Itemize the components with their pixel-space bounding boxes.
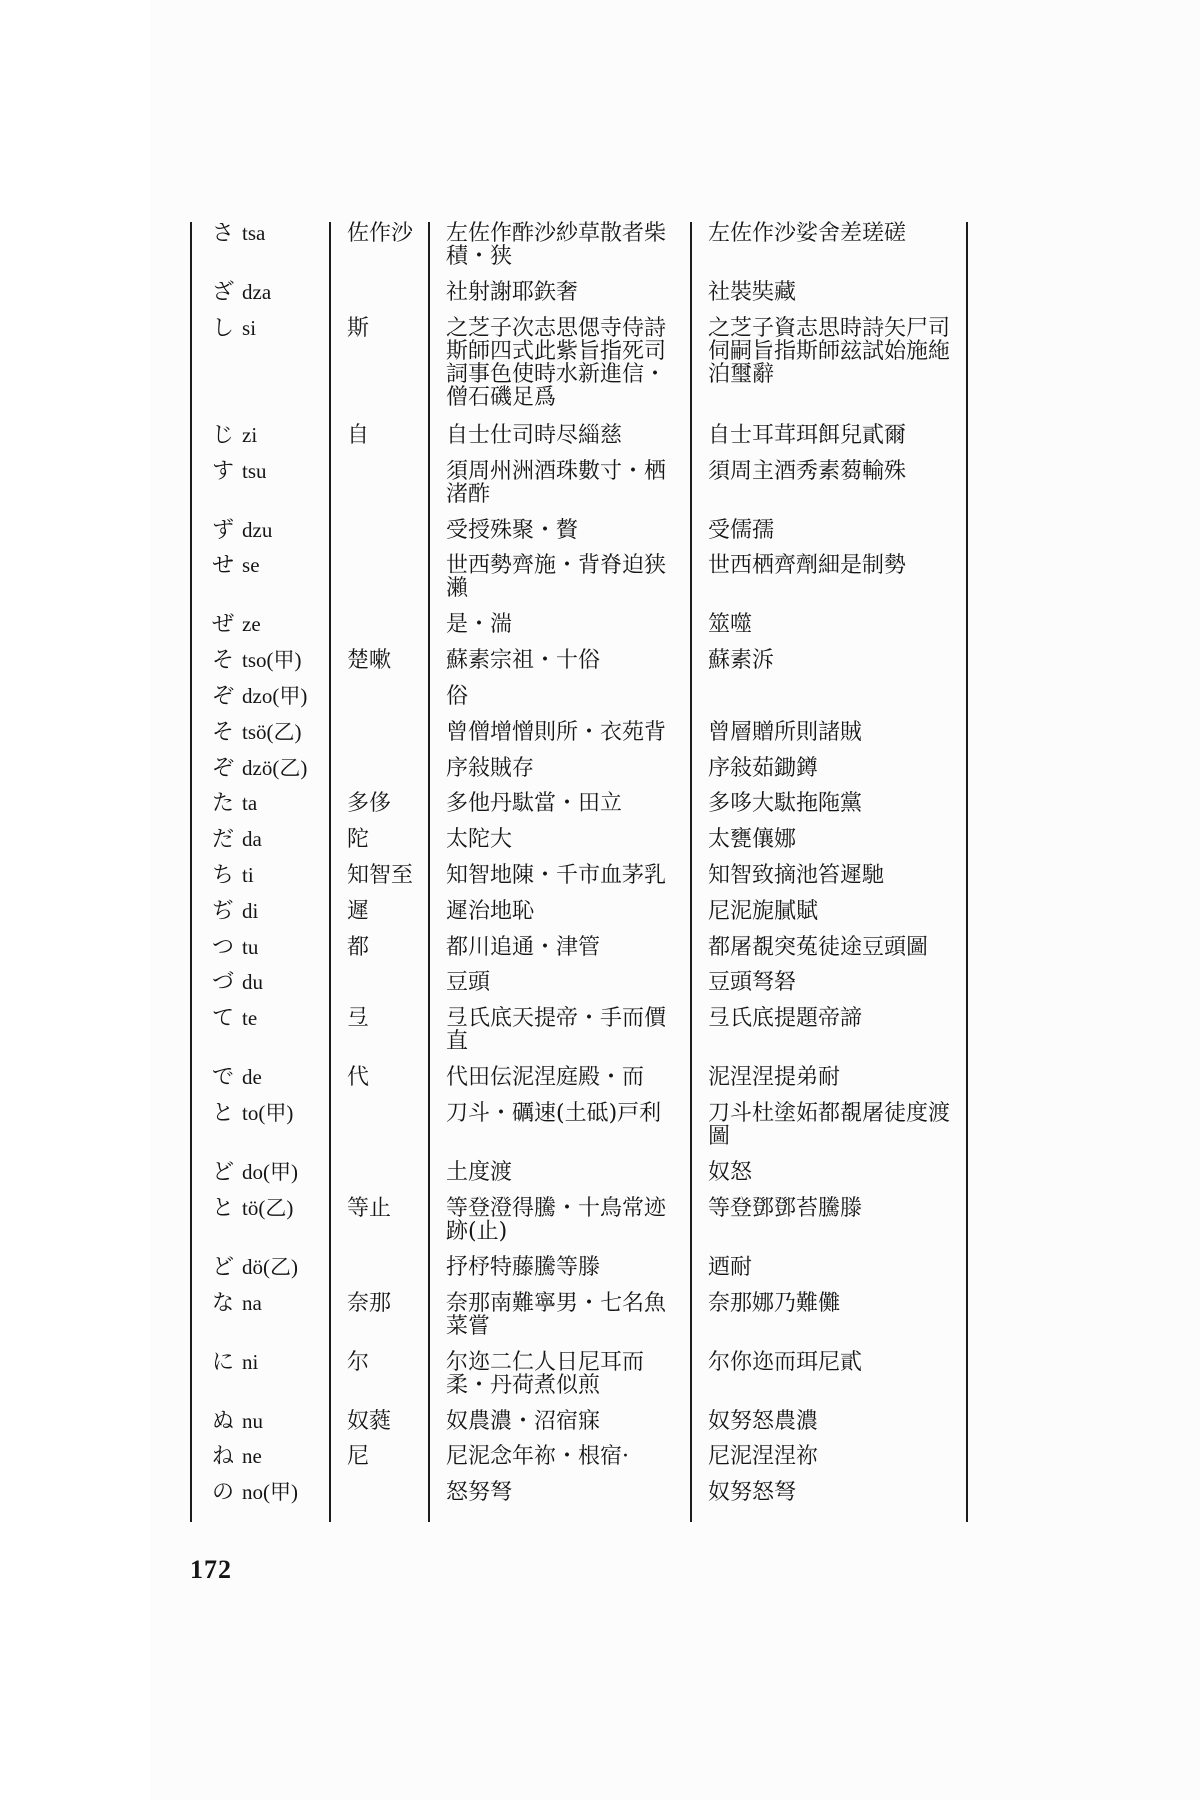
col3-cell: 須周州洲酒珠數寸・栖渚酢 <box>446 458 667 507</box>
table-row <box>190 1292 968 1351</box>
syllable-cell <box>190 1445 329 1481</box>
col2-cell: 等止 <box>347 1195 392 1221</box>
col2-cell: 遲 <box>347 898 370 924</box>
col2-cell: 多侈 <box>347 791 392 817</box>
table-row <box>190 222 968 281</box>
col3-cell: 抒杼特藤騰等滕 <box>446 1254 601 1280</box>
syllable-cell <box>190 1292 329 1351</box>
syllable-cell <box>190 1351 329 1410</box>
table-row <box>190 757 968 793</box>
kana-char: と <box>212 1100 235 1126</box>
col2-cell <box>329 281 428 317</box>
col2-cell: 都 <box>347 934 370 960</box>
syllable-cell <box>190 317 329 424</box>
col4-cell: 蘇素泝 <box>708 648 775 674</box>
col2-cell: 尔 <box>347 1349 370 1375</box>
romanization: si <box>242 315 257 340</box>
syllable-cell <box>190 900 329 936</box>
syllable-cell <box>190 222 329 281</box>
col2-cell: 奈那 <box>347 1290 392 1316</box>
col3-cell: 遲治地恥 <box>446 898 535 924</box>
kana-char: ぬ <box>212 1408 235 1434</box>
romanization: tso(甲) <box>242 648 302 673</box>
syllable-cell <box>190 721 329 757</box>
table-row <box>190 1161 968 1197</box>
table-row <box>190 424 968 460</box>
col4-cell: 迺耐 <box>708 1254 753 1280</box>
kana-char: し <box>212 315 235 341</box>
kana-char: ぜ <box>212 612 235 638</box>
col3-cell: 是・湍 <box>446 612 513 638</box>
page-number: 172 <box>190 1555 232 1584</box>
col2-cell: 知智至 <box>347 862 414 888</box>
kana-char: づ <box>212 970 235 996</box>
romanization: dza <box>242 280 272 304</box>
table-row <box>190 281 968 317</box>
syllable-cell <box>190 424 329 460</box>
table-row <box>190 792 968 828</box>
syllable-cell <box>190 460 329 519</box>
table-row <box>190 1351 968 1410</box>
table-row <box>190 721 968 757</box>
col4-cell: 社裝奘藏 <box>708 280 797 305</box>
syllable-cell <box>190 1256 329 1292</box>
col3-cell: 俗 <box>446 683 469 709</box>
romanization: ze <box>242 612 261 637</box>
kana-char: ぞ <box>212 755 235 781</box>
romanization: zi <box>242 422 258 447</box>
col2-cell: 楚嗽 <box>347 648 392 674</box>
romanization: do(甲) <box>242 1159 299 1184</box>
col2-cell <box>329 685 428 721</box>
syllable-cell <box>190 1161 329 1197</box>
kana-char: だ <box>212 827 235 853</box>
table-row <box>190 460 968 519</box>
col4-cell: 弖氏底提題帝諦 <box>708 1006 863 1032</box>
romanization: du <box>242 970 264 995</box>
col2-cell <box>329 519 428 555</box>
col2-cell <box>329 1102 428 1161</box>
kana-char: ど <box>212 1254 235 1280</box>
col4-cell <box>690 685 968 721</box>
table-row <box>190 900 968 936</box>
col3-cell: 受授殊聚・贅 <box>446 517 579 543</box>
table-row <box>190 317 968 424</box>
romanization: tö(乙) <box>242 1195 294 1220</box>
col2-cell: 尼 <box>347 1444 370 1470</box>
syllable-cell <box>190 685 329 721</box>
romanization: ne <box>242 1444 262 1469</box>
col4-cell: 世西栖齊劑細是制勢 <box>708 553 907 579</box>
col2-cell: 斯 <box>347 315 370 341</box>
col3-cell: 等登澄得騰・十鳥常迹跡(止) <box>446 1195 667 1244</box>
col4-cell: 曾層贈所則諸賊 <box>708 719 863 745</box>
col3-cell: 社射謝耶鉃奢 <box>446 280 579 305</box>
kana-char: つ <box>212 934 235 960</box>
col4-cell: 奴努怒弩 <box>708 1480 797 1506</box>
col2-cell <box>329 460 428 519</box>
romanization: de <box>242 1065 262 1090</box>
col4-cell: 受儒孺 <box>708 517 775 543</box>
syllable-cell <box>190 1066 329 1102</box>
col2-cell <box>329 1481 428 1517</box>
col3-cell: 豆頭 <box>446 970 491 996</box>
kana-char: ど <box>212 1159 235 1185</box>
col2-cell: 陀 <box>347 827 370 853</box>
syllable-cell <box>190 792 329 828</box>
col4-cell: 序敍茹鋤鐏 <box>708 755 819 781</box>
syllable-cell <box>190 1197 329 1256</box>
col3-cell: 土度渡 <box>446 1159 513 1185</box>
col4-cell: 奴努怒農濃 <box>708 1408 819 1434</box>
kana-char: ね <box>212 1444 235 1470</box>
romanization: se <box>242 553 260 578</box>
col4-cell: 左佐作沙娑舍差瑳磋 <box>708 221 907 246</box>
col3-cell: 弖氏底天提帝・手而價直 <box>446 1006 667 1055</box>
kana-char: せ <box>212 553 235 579</box>
col2-cell <box>329 1256 428 1292</box>
col4-cell: 尼泥涅涅祢 <box>708 1444 819 1470</box>
table-row <box>190 649 968 685</box>
kana-char: す <box>212 458 235 484</box>
col3-cell: 世西勢齊施・背脊迫狭瀨 <box>446 553 667 602</box>
col3-cell: 蘇素宗祖・十俗 <box>446 648 601 674</box>
col4-cell: 泥涅涅提弟耐 <box>708 1065 841 1091</box>
col2-cell <box>329 1161 428 1197</box>
col2-cell: 佐作沙 <box>347 221 414 246</box>
col4-cell: 等登鄧鄧苔騰滕 <box>708 1195 863 1221</box>
col4-cell: 刀斗杜塗妬都覩屠徒度渡圖 <box>708 1100 951 1149</box>
syllable-cell <box>190 1410 329 1446</box>
col2-cell <box>329 554 428 613</box>
table-row <box>190 1066 968 1102</box>
table-row <box>190 936 968 972</box>
col4-cell: 之芝子資志思時詩矢尸司伺嗣旨指斯師玆試始施絁泊璽辭 <box>708 315 951 387</box>
table-row <box>190 1007 968 1066</box>
col4-cell: 奴怒 <box>708 1159 753 1185</box>
kana-char: で <box>212 1065 235 1091</box>
romanization: to(甲) <box>242 1100 294 1125</box>
kana-char: た <box>212 791 235 817</box>
romanization: tu <box>242 934 259 959</box>
kana-char: ぢ <box>212 898 235 924</box>
syllable-cell <box>190 1102 329 1161</box>
col4-cell: 須周主酒秀素蒭輸殊 <box>708 458 907 484</box>
table-row <box>190 1445 968 1481</box>
kana-char: さ <box>212 221 235 246</box>
col3-cell: 代田伝泥涅庭殿・而 <box>446 1065 645 1091</box>
table-row <box>190 1481 968 1517</box>
phonogram-table <box>190 222 968 1522</box>
table-row <box>190 971 968 1007</box>
syllable-cell <box>190 757 329 793</box>
table-row <box>190 554 968 613</box>
col4-cell: 自士耳茸珥餌兒貳爾 <box>708 422 907 448</box>
kana-char: ず <box>212 517 235 543</box>
col3-cell: 刀斗・礪速(土砥)戸利 <box>446 1100 662 1126</box>
col4-cell: 都屠覩突菟徒途豆頭圖 <box>708 934 929 960</box>
col2-cell <box>329 757 428 793</box>
romanization: na <box>242 1290 262 1315</box>
romanization: dzö(乙) <box>242 755 308 780</box>
romanization: ti <box>242 862 254 887</box>
table-row <box>190 1102 968 1161</box>
table-row <box>190 828 968 864</box>
kana-char: に <box>212 1349 235 1375</box>
col3-cell: 怒努弩 <box>446 1480 513 1506</box>
kana-char: ち <box>212 862 235 888</box>
romanization: ni <box>242 1349 259 1374</box>
col3-cell: 多他丹駄當・田立 <box>446 791 623 817</box>
col3-cell: 曾僧增憎則所・衣苑背 <box>446 719 667 745</box>
col3-cell: 尔迩二仁人日尼耳而柔・丹荷煮似煎 <box>446 1349 645 1398</box>
romanization: di <box>242 898 259 923</box>
table-row <box>190 519 968 555</box>
col4-cell: 太甕儴娜 <box>708 827 797 853</box>
col3-cell: 都川追通・津管 <box>446 934 601 960</box>
syllable-cell <box>190 281 329 317</box>
col3-cell: 左佐作酢沙紗草散者柴積・狭 <box>446 221 667 269</box>
syllable-cell <box>190 613 329 649</box>
col4-cell: 知智致摘池笞遲馳 <box>708 862 885 888</box>
col3-cell: 知智地陳・千市血茅乳 <box>446 862 667 888</box>
col3-cell: 序敍賊存 <box>446 755 535 781</box>
table-row <box>190 1197 968 1256</box>
romanization: dzu <box>242 517 273 542</box>
romanization: tsu <box>242 458 267 483</box>
table-row <box>190 864 968 900</box>
kana-char: の <box>212 1480 235 1506</box>
table-row <box>190 613 968 649</box>
romanization: tsö(乙) <box>242 719 302 744</box>
col2-cell: 弖 <box>347 1006 370 1032</box>
col2-cell <box>329 613 428 649</box>
col4-cell: 尔你迩而珥尼貳 <box>708 1349 863 1375</box>
romanization: dö(乙) <box>242 1254 299 1279</box>
col3-cell: 之芝子次志思偲寺侍詩斯師四式此紫旨指死司詞事色使時水新進信・僧石磯足爲 <box>446 315 667 410</box>
col2-cell <box>329 721 428 757</box>
romanization: ta <box>242 791 258 816</box>
col3-cell: 奴農濃・沼宿寐 <box>446 1408 601 1434</box>
table-row <box>190 685 968 721</box>
syllable-cell <box>190 828 329 864</box>
col2-cell <box>329 971 428 1007</box>
col3-cell: 尼泥念年祢・根宿· <box>446 1444 629 1470</box>
kana-char: ぞ <box>212 683 235 709</box>
col4-cell: 奈那娜乃難儺 <box>708 1290 841 1316</box>
col2-cell: 代 <box>347 1065 370 1091</box>
syllable-cell <box>190 971 329 1007</box>
col3-cell: 太陀大 <box>446 827 513 853</box>
col3-cell: 自士仕司時尽緇慈 <box>446 422 623 448</box>
table-row <box>190 1256 968 1292</box>
col2-cell: 自 <box>347 422 370 448</box>
kana-char: じ <box>212 422 235 448</box>
syllable-cell <box>190 936 329 972</box>
col3-cell: 奈那南難寧男・七名魚菜嘗 <box>446 1290 667 1339</box>
syllable-cell <box>190 519 329 555</box>
kana-char: ざ <box>212 280 235 305</box>
romanization: dzo(甲) <box>242 683 308 708</box>
syllable-cell <box>190 554 329 613</box>
kana-char: そ <box>212 648 235 674</box>
kana-char: と <box>212 1195 235 1221</box>
romanization: tsa <box>242 221 266 245</box>
syllable-cell <box>190 1007 329 1066</box>
romanization: nu <box>242 1408 264 1433</box>
col4-cell: 多哆大駄拖陁黨 <box>708 791 863 817</box>
romanization: no(甲) <box>242 1480 299 1505</box>
col2-cell: 奴蕤 <box>347 1408 392 1434</box>
col4-cell: 豆頭弩砮 <box>708 970 797 996</box>
romanization: te <box>242 1006 258 1031</box>
syllable-table <box>190 222 968 1517</box>
table-row <box>190 1410 968 1446</box>
kana-char: て <box>212 1006 235 1032</box>
kana-char: そ <box>212 719 235 745</box>
col4-cell: 尼泥旎膩賦 <box>708 898 819 924</box>
syllable-cell <box>190 649 329 685</box>
syllable-cell <box>190 1481 329 1517</box>
syllable-cell <box>190 864 329 900</box>
kana-char: な <box>212 1290 235 1316</box>
romanization: da <box>242 827 262 852</box>
col4-cell: 筮噬 <box>708 612 753 638</box>
